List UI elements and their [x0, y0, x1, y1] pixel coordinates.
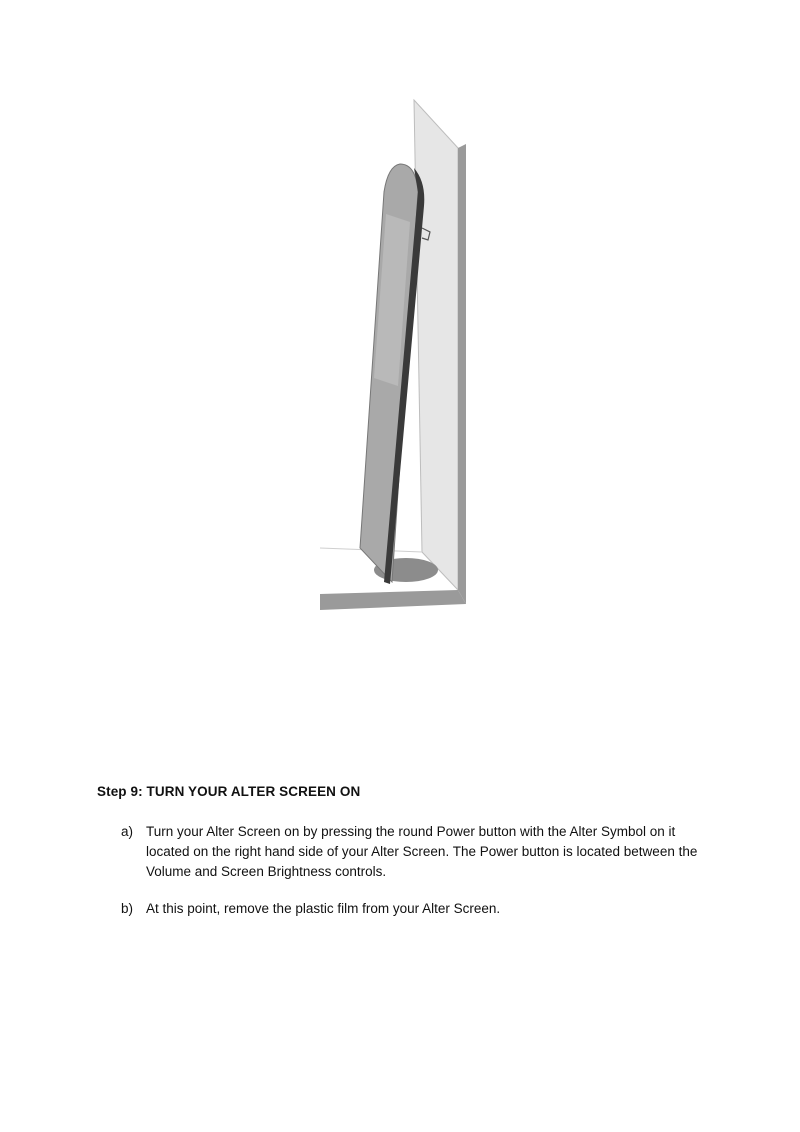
list-marker: b) [121, 901, 134, 916]
list-item-text: Turn your Alter Screen on by pressing the round Power button with the Alter Symbol on it located on the right hand side of your Alter Screen. The Power button is located between the Volume and Screen Brightness controls. [146, 824, 698, 879]
step-heading: Step 9: TURN YOUR ALTER SCREEN ON [97, 784, 361, 799]
floor-edge [320, 590, 466, 610]
list-item-text: At this point, remove the plastic film from your Alter Screen. [146, 901, 501, 916]
list-marker: a) [121, 824, 134, 839]
list-item [0, 899, 800, 919]
alter-screen-drawing [318, 96, 478, 616]
list-item [0, 822, 800, 882]
alter-screen-illustration [318, 96, 478, 616]
step-list [0, 822, 800, 936]
wall-edge [458, 144, 466, 604]
wall-face [414, 100, 458, 590]
